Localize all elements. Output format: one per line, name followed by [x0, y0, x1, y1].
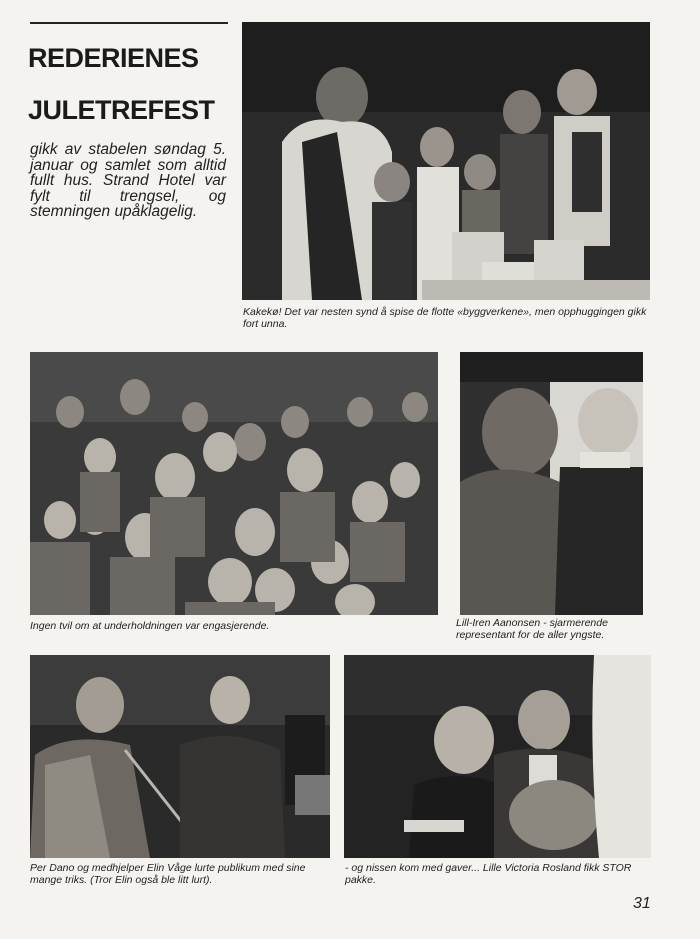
headline-line-2: JULETREFEST: [28, 95, 215, 125]
caption-photo-2: Ingen tvil om at underholdningen var engasjerende.: [30, 620, 270, 632]
photo-santa-gifts: [344, 655, 651, 858]
intro-text: gikk av stabelen søndag 5. januar og samlet som alltid fullt hus. Strand Hotel var fylt til trengsel, og stemningen upåklagelig.: [30, 141, 226, 220]
photo-cake-queue: [242, 22, 650, 300]
header-rule: [30, 22, 228, 24]
page-number: 31: [633, 895, 651, 912]
photo-performers: [30, 655, 330, 858]
caption-photo-3: Lill-Iren Aanonsen - sjarmerende representant for de aller yngste.: [456, 617, 608, 641]
headline-line-1: REDERIENES: [28, 43, 199, 73]
photo-toddlers: [460, 352, 643, 615]
caption-photo-5: - og nissen kom med gaver... Lille Victoria Rosland fikk STOR pakke.: [345, 862, 632, 886]
caption-photo-4: Per Dano og medhjelper Elin Våge lurte publikum med sine mange triks. (Tror Elin også ble litt lurt).: [30, 862, 306, 886]
photo-audience: [30, 352, 438, 615]
caption-photo-1: Kakekø! Det var nesten synd å spise de flotte «byggverkene», men opphuggingen gikk fort unna.: [243, 306, 647, 330]
